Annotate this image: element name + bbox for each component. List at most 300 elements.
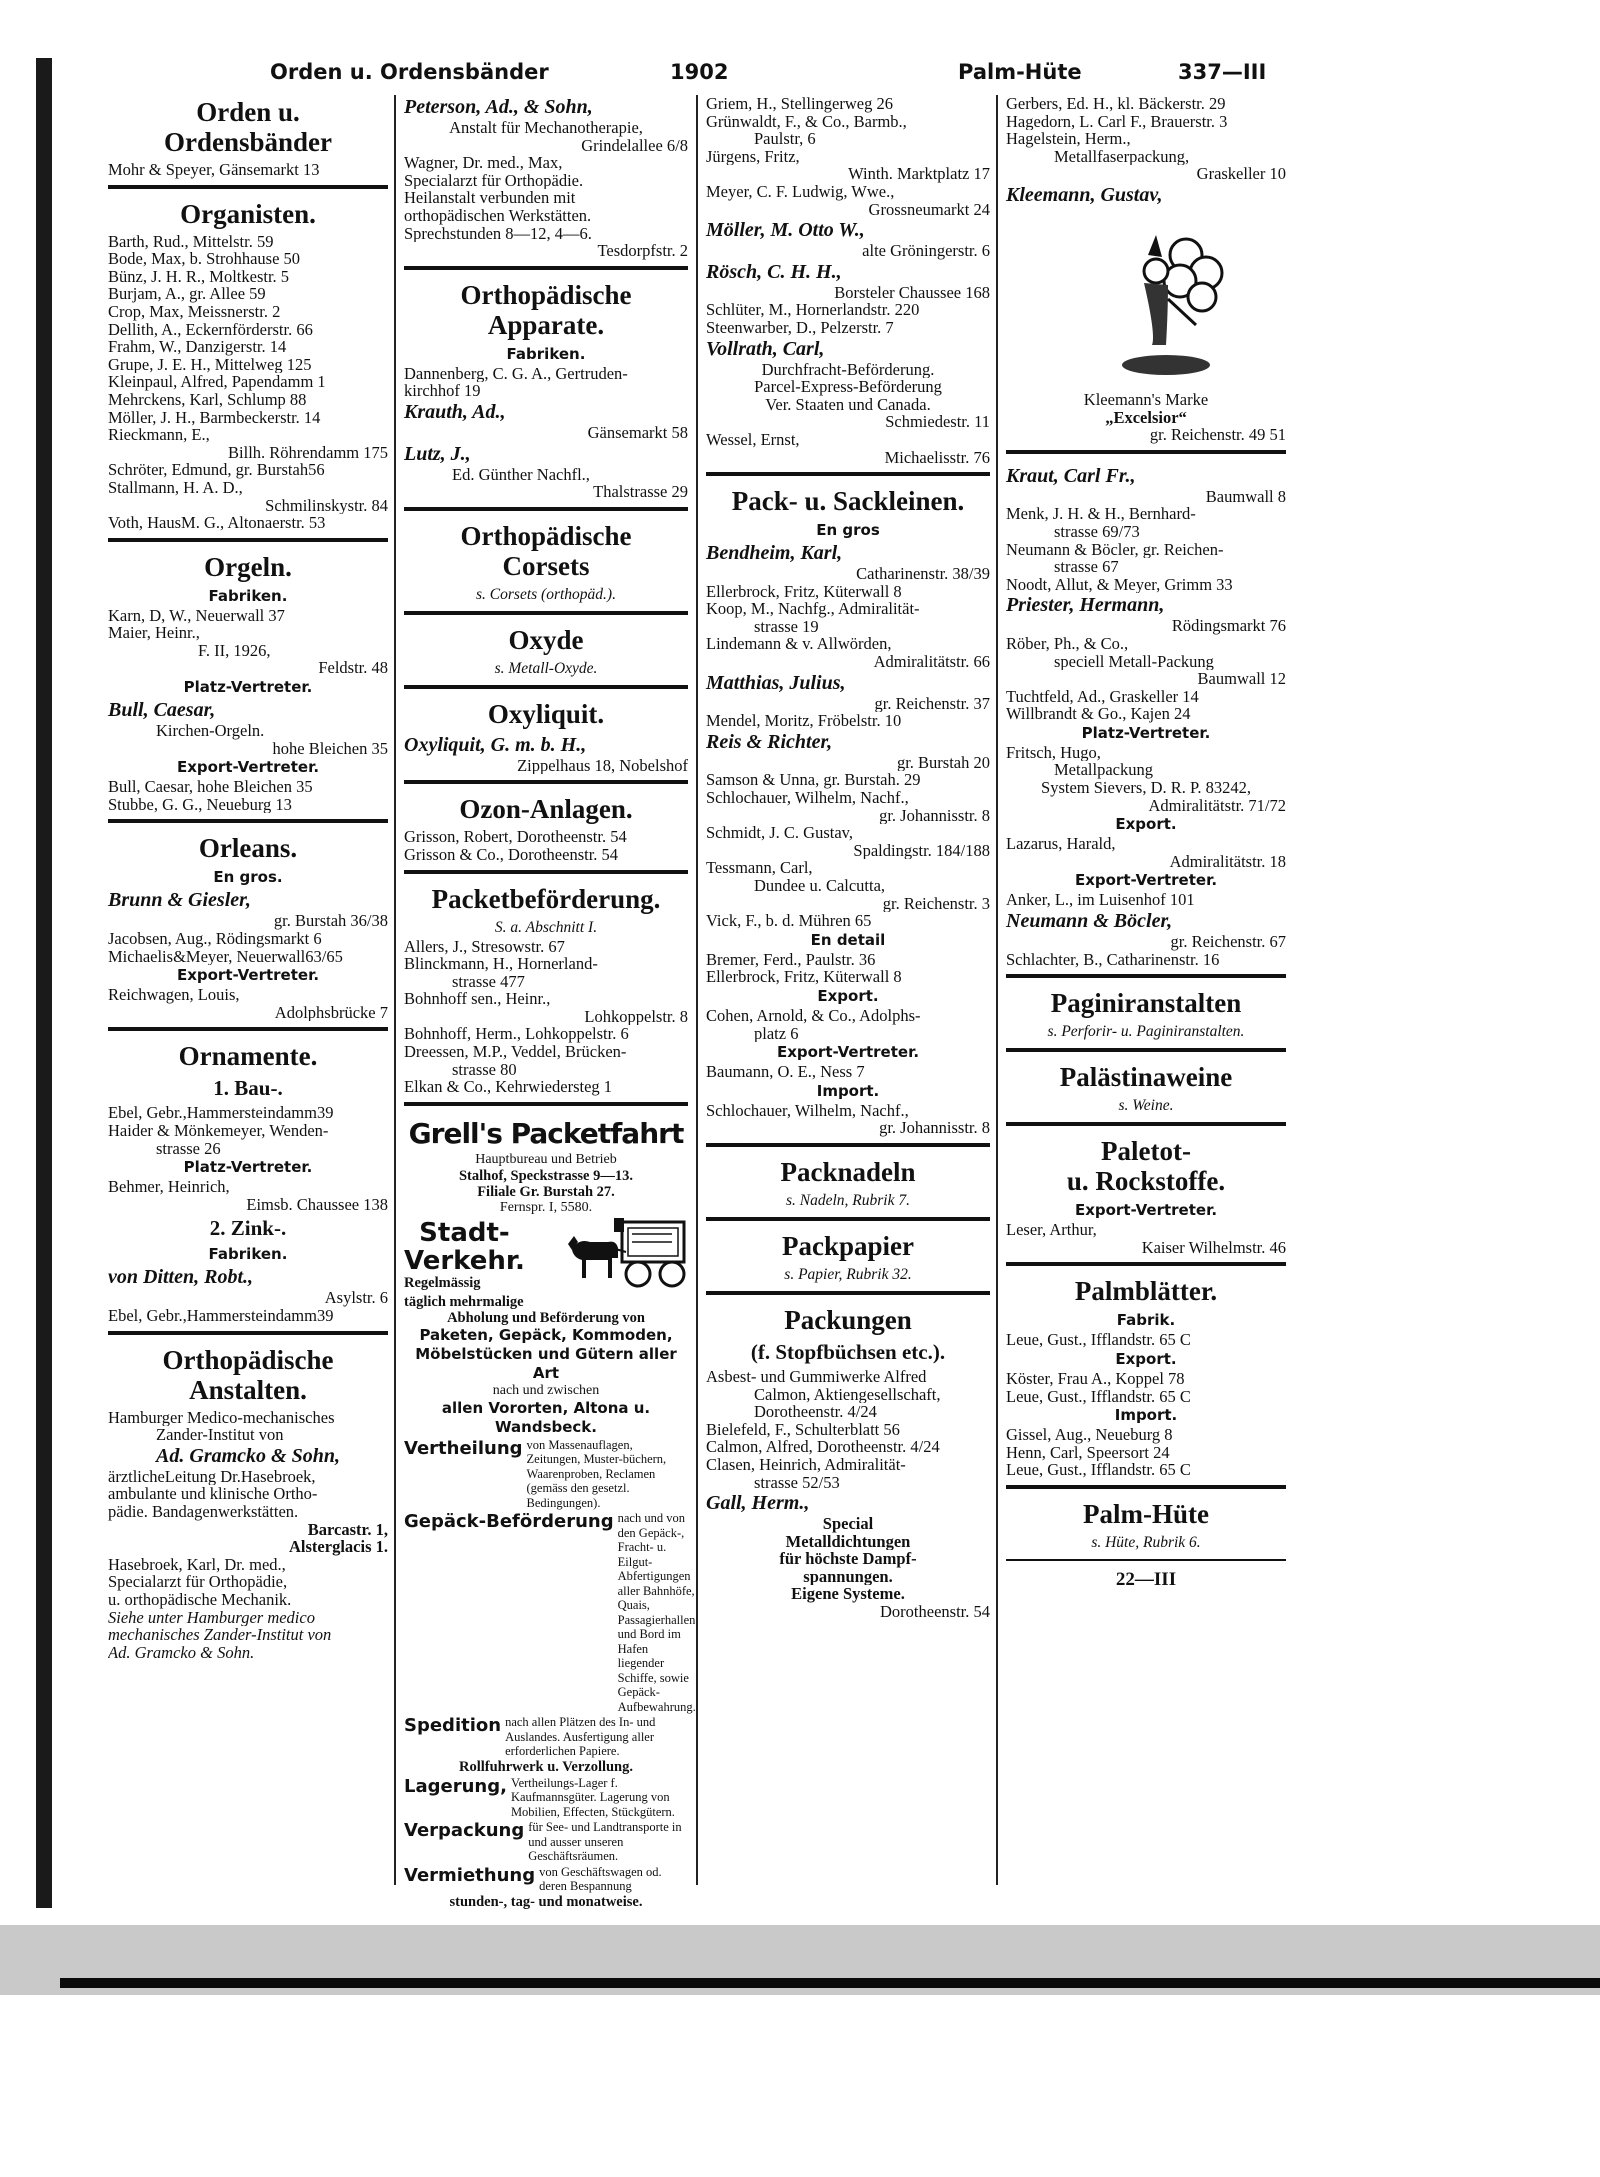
ad-service <box>404 1715 688 1759</box>
entry: Blinckmann, H., Hornerland- <box>404 955 598 973</box>
entry: Specialarzt für Orthopädie, <box>108 1573 288 1591</box>
entry: Köster, Frau A., Koppel 78 <box>1006 1370 1185 1388</box>
ad-line: stunden-, tag- und monatweise. <box>449 1893 643 1910</box>
entry: Metallfaserpackung, <box>1054 147 1190 166</box>
entry-bold: Eigene Systeme. <box>791 1585 905 1604</box>
subheading: Export. <box>1115 815 1177 834</box>
entry: Rieckmann, E., <box>108 426 210 444</box>
section-rule <box>108 1331 388 1335</box>
section-title: Packetbeförderung. <box>431 883 661 914</box>
entry: Samson & Unna, gr. Burstah. 29 <box>706 771 921 790</box>
entry: Stallmann, H. A. D., <box>108 478 243 497</box>
ad-line: allen Vororten, Altona u. Wandsbeck. <box>441 1398 651 1436</box>
entry: Schröter, Edmund, gr. Burstah56 <box>108 461 325 479</box>
entry: Lazarus, Harald, <box>1006 835 1116 853</box>
column-3 <box>706 95 990 1621</box>
section-title: u. Rockstoffe. <box>1066 1166 1226 1197</box>
header-left: Orden u. Ordensbänder <box>270 60 549 84</box>
entry: Heilanstalt verbunden mit <box>404 189 576 207</box>
section-rule <box>404 611 688 615</box>
subheading: Export. <box>817 986 879 1005</box>
entry: Reichwagen, Louis, <box>108 986 240 1004</box>
firm-name: Peterson, Ad., & Sohn, <box>404 96 593 118</box>
column-divider <box>696 95 698 1885</box>
firm-name: Vollrath, Carl, <box>706 337 825 360</box>
subheading: Export-Vertreter. <box>776 1043 920 1062</box>
entry: Barth, Rud., Mittelstr. 59 <box>108 232 274 251</box>
entry: Feldstr. 48 <box>318 659 388 678</box>
entry: Ellerbrock, Fritz, Küterwall 8 <box>706 968 902 986</box>
entry: Leser, Arthur, <box>1006 1221 1097 1239</box>
entry: hohe Bleichen 35 <box>272 739 388 758</box>
ad-service <box>404 1776 688 1820</box>
section-rule <box>1006 1122 1286 1126</box>
entry: Bielefeld, F., Schulterblatt 56 <box>706 1420 900 1439</box>
entry: Tessmann, Carl, <box>706 859 813 877</box>
section-title: Ordensbänder <box>163 127 333 157</box>
subheading: Export-Vertreter. <box>176 758 320 777</box>
stadt-text: Stadt- <box>419 1217 510 1248</box>
entry-bold: Alsterglacis 1. <box>289 1538 388 1556</box>
entry: Paulstr, 6 <box>754 130 816 148</box>
firm-name: Krauth, Ad., <box>404 400 506 423</box>
firm-name: Oxyliquit, G. m. b. H., <box>404 733 587 756</box>
section-rule <box>108 1027 388 1031</box>
entry: Schlüter, M., Hornerlandstr. 220 <box>706 301 920 319</box>
entry-reference: Siehe unter Hamburger medico <box>108 1608 315 1627</box>
entry: Parcel-Express-Beförderung <box>754 378 942 396</box>
cross-reference: s. Nadeln, Rubrik 7. <box>786 1191 910 1209</box>
entry: Grossneumarkt 24 <box>868 200 990 219</box>
column-divider <box>996 95 998 1885</box>
entry: Leue, Gust., Ifflandstr. 65 C <box>1006 1461 1191 1479</box>
section-rule <box>1006 1048 1286 1052</box>
entry: u. orthopädische Mechanik. <box>108 1590 292 1609</box>
entry: Hagedorn, L. Carl F., Brauerstr. 3 <box>1006 112 1228 131</box>
section-title: Pack- u. Sackleinen. <box>731 486 965 517</box>
entry: Calmon, Aktiengesellschaft, <box>754 1385 941 1404</box>
cross-reference: s. Corsets (orthopäd.). <box>476 585 616 603</box>
entry: alte Gröningerstr. 6 <box>862 242 990 260</box>
subheading: Export-Vertreter. <box>1074 1201 1218 1220</box>
entry-bold: für höchste Dampf- <box>779 1550 917 1568</box>
logo-caption: „Excelsior“ <box>1105 408 1187 427</box>
cross-reference: s. Papier, Rubrik 32. <box>784 1265 912 1283</box>
ad-line: Rollfuhrwerk u. Verzollung. <box>458 1758 633 1775</box>
entry-reference: Ad. Gramcko & Sohn. <box>108 1643 255 1662</box>
section-title: Packungen <box>784 1304 912 1335</box>
entry: kirchhof 19 <box>404 382 481 400</box>
entry: Ver. Staaten und Canada. <box>765 395 931 414</box>
entry: orthopädischen Werkstätten. <box>404 206 592 225</box>
service-text: von Geschäftswagen od. deren Bespannung <box>539 1864 662 1894</box>
entry: Adolphsbrücke 7 <box>274 1003 388 1022</box>
section-title: Corsets <box>502 550 590 581</box>
kleemann-trademark <box>1006 215 1286 385</box>
entry: strasse 67 <box>1054 558 1119 576</box>
entry: Voth, HausM. G., Altonaerstr. 53 <box>108 514 326 532</box>
ad-line: Filiale Gr. Burstah 27. <box>477 1183 615 1200</box>
entry: Kleinpaul, Alfred, Papendamm 1 <box>108 373 326 391</box>
subheading: Export. <box>1115 1350 1177 1368</box>
section-rule <box>404 507 688 511</box>
grell-advertisement <box>404 1116 696 1910</box>
subsection-title: 2. Zink-. <box>209 1216 287 1241</box>
entry: Hamburger Medico-mechanisches <box>108 1408 335 1427</box>
entry: Calmon, Alfred, Dorotheenstr. 4/24 <box>706 1438 940 1456</box>
subheading: Fabriken. <box>506 344 586 363</box>
entry: Asbest- und Gummiwerke Alfred <box>706 1367 927 1386</box>
entry: strasse 52/53 <box>754 1473 840 1492</box>
entry: Neumann & Böcler, gr. Reichen- <box>1006 540 1224 559</box>
subsection-title: 1. Bau-. <box>213 1076 283 1101</box>
firm-name: Bull, Caesar, <box>108 699 216 722</box>
entry: Lohkoppelstr. 8 <box>584 1007 688 1026</box>
firm-name: Lutz, J., <box>404 442 471 465</box>
entry: Steenwarber, D., Pelzerstr. 7 <box>706 318 894 337</box>
entry: Graskeller 10 <box>1196 165 1286 183</box>
column-divider <box>394 95 396 1885</box>
section-rule <box>706 1291 990 1295</box>
section-title: Orgeln. <box>204 551 292 582</box>
section-subtitle: (f. Stopfbüchsen etc.). <box>750 1339 946 1364</box>
entry-bold: Metalldichtungen <box>785 1532 911 1551</box>
ad-line: täglich mehrmalige <box>404 1293 524 1310</box>
entry: Tesdorpfstr. 2 <box>597 242 688 260</box>
entry: strasse 80 <box>452 1060 517 1079</box>
entry: Wessel, Ernst, <box>706 430 800 449</box>
column-2 <box>404 95 696 1910</box>
subheading: En detail <box>810 930 886 949</box>
subheading: Platz-Vertreter. <box>183 1158 313 1177</box>
entry: Gerbers, Ed. H., kl. Bäckerstr. 29 <box>1006 95 1226 113</box>
ad-line: Paketen, Gepäck, Kommoden, <box>419 1325 673 1344</box>
section-title: Packnadeln <box>780 1156 916 1187</box>
entry: gr. Johannisstr. 8 <box>879 806 990 825</box>
service-title: Spedition <box>404 1715 502 1737</box>
cross-reference: s. Metall-Oxyde. <box>494 659 598 677</box>
scan-edge <box>60 1978 1600 1988</box>
entry: Admiralitätstr. 66 <box>873 653 990 671</box>
entry: Mendel, Moritz, Fröbelstr. 10 <box>706 712 902 730</box>
cross-reference: S. a. Abschnitt I. <box>494 918 598 936</box>
column-4 <box>1006 95 1286 1589</box>
service-text: nach und von den Gepäck-, Fracht- u. Eilgut-Abfertigungen aller Bahnhöfe, Quais, Passagierhallen und Bord im Hafen liegender Schiffe, sowie Gepäck-Aufbewahrung. <box>617 1511 696 1714</box>
subheading: Platz-Vertreter. <box>1081 723 1211 742</box>
entry: Winth. Marktplatz 17 <box>848 165 990 183</box>
entry: Dorotheenstr. 4/24 <box>754 1403 877 1421</box>
entry: Michaelisstr. 76 <box>884 448 990 467</box>
firm-name: Bendheim, Karl, <box>706 542 843 565</box>
entry: gr. Burstah 36/38 <box>273 912 388 931</box>
entry: Gänsemarkt 58 <box>587 423 688 442</box>
cross-reference: s. Weine. <box>1118 1097 1174 1115</box>
header-year: 1902 <box>670 60 729 84</box>
section-title: Palmblätter. <box>1074 1276 1218 1307</box>
entry: Dreessen, M.P., Veddel, Brücken- <box>404 1043 627 1061</box>
subheading: Platz-Vertreter. <box>183 678 313 697</box>
section-title: Orthopädische <box>460 279 632 310</box>
ad-line: Fernspr. I, 5580. <box>499 1199 593 1215</box>
firm-name: von Ditten, Robt., <box>108 1266 254 1289</box>
entry: Borsteler Chaussee 168 <box>834 283 990 302</box>
subheading: Import. <box>816 1081 880 1100</box>
entry: Vick, F., b. d. Mühren 65 <box>706 912 872 930</box>
firm-name: Rösch, C. H. H., <box>706 260 842 283</box>
service-text: Vertheilungs-Lager f. Kaufmannsgüter. Lagerung von Mobilien, Effecten, Stückgütern. <box>510 1775 675 1819</box>
entry: Tuchtfeld, Ad., Graskeller 14 <box>1006 687 1199 706</box>
entry: Admiralitätstr. 18 <box>1169 852 1286 871</box>
entry: Wagner, Dr. med., Max, <box>404 154 563 172</box>
entry: Schlachter, B., Catharinenstr. 16 <box>1006 950 1220 969</box>
entry: Stubbe, G. G., Neueburg 13 <box>108 795 292 814</box>
header-page-number: 337—III <box>1178 60 1267 84</box>
header-right: Palm-Hüte <box>958 60 1082 84</box>
entry: Hasebroek, Karl, Dr. med., <box>108 1555 286 1574</box>
column-1 <box>108 95 388 1661</box>
entry: Ebel, Gebr.,Hammersteindamm39 <box>108 1104 334 1122</box>
entry: Bremer, Ferd., Paulstr. 36 <box>706 950 876 969</box>
section-title: Palm-Hüte <box>1083 1498 1209 1529</box>
entry: Kirchen-Orgeln. <box>156 722 265 740</box>
entry: Möller, J. H., Barmbeckerstr. 14 <box>108 408 321 427</box>
section-rule <box>404 780 688 784</box>
section-title: Apparate. <box>487 309 605 340</box>
entry: Rödingsmarkt 76 <box>1171 617 1286 635</box>
entry-bold: spannungen. <box>803 1567 893 1586</box>
verkehr-text: Verkehr. <box>404 1245 525 1276</box>
entry: Karn, D, W., Neuerwall 37 <box>108 606 285 625</box>
section-rule <box>706 1217 990 1221</box>
entry-reference: mechanisches Zander-Institut von <box>108 1626 332 1644</box>
ad-title: Grell's Packetfahrt <box>408 1116 684 1150</box>
entry: Griem, H., Stellingerweg 26 <box>706 95 893 113</box>
entry: Bünz, J. H. R., Moltkestr. 5 <box>108 267 290 286</box>
section-rule <box>404 685 688 689</box>
entry-bold: Special <box>822 1515 874 1533</box>
subheading: Fabrik. <box>1116 1311 1176 1330</box>
entry: Behmer, Heinrich, <box>108 1178 230 1196</box>
entry-bold: Barcastr. 1, <box>307 1520 388 1539</box>
subheading: Export-Vertreter. <box>1074 871 1218 890</box>
section-title: Packpapier <box>782 1230 914 1261</box>
entry: Thalstrasse 29 <box>593 483 688 501</box>
section-title: Orthopädische <box>162 1344 334 1375</box>
service-text: für See- und Landtransporte in und ausser unseren Geschäftsräumen. <box>528 1820 682 1864</box>
firm-name: Kraut, Carl Fr., <box>1006 464 1136 487</box>
cross-reference: s. Hüte, Rubrik 6. <box>1091 1533 1201 1551</box>
firm-name: Priester, Hermann, <box>1006 594 1165 617</box>
firm-name: Reis & Richter, <box>706 730 833 753</box>
subheading: En gros <box>816 521 880 540</box>
entry: Hagelstein, Herm., <box>1006 130 1131 148</box>
entry: strasse 477 <box>452 972 525 991</box>
section-rule <box>108 538 388 542</box>
ad-line: Regelmässig <box>404 1274 481 1291</box>
entry: Allers, J., Stresowstr. 67 <box>404 937 565 956</box>
ad-line: Abholung und Beförderung von <box>447 1309 645 1326</box>
entry: Specialarzt für Orthopädie. <box>404 171 584 190</box>
entry: gr. Reichenstr. 37 <box>874 694 990 713</box>
service-text: von Massenauflagen, Zeitungen, Muster-büchern, Waarenproben, Reclamen (gemäss den gesetzl. Bedingungen). <box>526 1437 667 1510</box>
firm-name: Neumann & Böcler, <box>1006 910 1173 933</box>
entry: ärztlicheLeitung Dr.Hasebroek, <box>108 1467 316 1486</box>
entry: Grünwaldt, F., & Co., Barmb., <box>706 112 907 131</box>
entry: Dorotheenstr. 54 <box>880 1603 990 1621</box>
entry: Gissel, Aug., Neueburg 8 <box>1006 1426 1173 1444</box>
entry: gr. Johannisstr. 8 <box>879 1119 990 1137</box>
firm-name: Möller, M. Otto W., <box>706 219 865 242</box>
entry: Grindelallee 6/8 <box>581 136 688 155</box>
entry: Asylstr. 6 <box>324 1289 388 1307</box>
section-title: Orden u. <box>196 97 300 127</box>
entry: Grisson, Robert, Dorotheenstr. 54 <box>404 828 627 846</box>
entry: Jürgens, Fritz, <box>706 147 800 166</box>
entry: Eimsb. Chaussee 138 <box>246 1195 388 1214</box>
section-rule <box>1006 1262 1286 1266</box>
entry: Grisson & Co., Dorotheenstr. 54 <box>404 845 619 864</box>
entry: Billh. Röhrendamm 175 <box>228 443 388 462</box>
cross-reference: s. Perforir- u. Paginiranstalten. <box>1047 1023 1245 1041</box>
entry: speciell Metall-Packung <box>1054 652 1214 671</box>
section-rule <box>108 819 388 823</box>
entry: Noodt, Allut, & Meyer, Grimm 33 <box>1006 575 1233 594</box>
section-title: Oxyliquit. <box>487 698 605 729</box>
entry: Schmiedestr. 11 <box>885 413 990 431</box>
entry: Bode, Max, b. Strohhause 50 <box>108 250 301 268</box>
section-title: Palästinaweine <box>1059 1062 1233 1093</box>
stadt-verkehr-row <box>404 1216 688 1294</box>
entry: Baumwall 8 <box>1205 487 1286 506</box>
entry: platz 6 <box>754 1024 799 1043</box>
ad-service <box>404 1865 688 1894</box>
firm-name: Ad. Gramcko & Sohn, <box>156 1444 340 1467</box>
ad-line: Hauptbureau und Betrieb <box>475 1151 617 1167</box>
ad-service <box>404 1820 688 1864</box>
section-title: Paletot- <box>1101 1136 1191 1167</box>
entry: Ed. Günther Nachfl., <box>452 465 590 484</box>
entry: Cohen, Arnold, & Co., Adolphs- <box>706 1006 921 1025</box>
horse-wagon-illustration <box>568 1216 688 1294</box>
subheading: En gros. <box>213 868 283 887</box>
service-title: Vermiethung <box>404 1864 536 1886</box>
entry: Kaiser Wilhelmstr. 46 <box>1141 1238 1286 1257</box>
firm-name: Kleemann, Gustav, <box>1006 183 1163 206</box>
entry: Elkan & Co., Kehrwiedersteg 1 <box>404 1078 613 1096</box>
entry: Grupe, J. E. H., Mittelweg 125 <box>108 355 312 374</box>
entry: Willbrandt & Go., Kajen 24 <box>1006 705 1191 723</box>
subheading: Fabriken. <box>208 586 288 605</box>
ad-line: nach und zwischen <box>492 1382 600 1398</box>
ad-line: Möbelstücken und Gütern aller Art <box>415 1344 677 1382</box>
firm-name: Brunn & Giesler, <box>108 889 251 912</box>
entry: Schmilinskystr. 84 <box>265 496 388 515</box>
entry: Zander-Institut von <box>156 1426 284 1444</box>
section-title: Ozon-Anlagen. <box>459 794 633 825</box>
entry: Sprechstunden 8—12, 4—6. <box>404 224 592 243</box>
entry: Schmidt, J. C. Gustav, <box>706 824 853 842</box>
entry: Baumann, O. E., Ness 7 <box>706 1063 865 1081</box>
entry: Admiralitätstr. 71/72 <box>1148 796 1286 815</box>
section-rule <box>706 1143 990 1147</box>
entry: Clasen, Heinrich, Admiralität- <box>706 1455 906 1474</box>
binding-edge <box>36 58 52 1908</box>
entry: Michaelis&Meyer, Neuerwall63/65 <box>108 947 343 966</box>
entry: System Sievers, D. R. P. 83242, <box>1041 779 1251 797</box>
entry: Dellith, A., Eckernförderstr. 66 <box>108 320 313 339</box>
entry: strasse 26 <box>156 1139 221 1158</box>
section-rule <box>108 185 388 189</box>
page-header <box>270 60 1300 92</box>
entry: Anstalt für Mechanotherapie, <box>449 119 643 137</box>
entry: gr. Burstah 20 <box>896 753 990 772</box>
entry: gr. Reichenstr. 3 <box>882 894 990 913</box>
entry: Frahm, W., Danzigerstr. 14 <box>108 338 287 356</box>
entry: Zippelhaus 18, Nobelshof <box>517 756 688 775</box>
entry: Anker, L., im Luisenhof 101 <box>1006 891 1195 910</box>
section-rule <box>1006 450 1286 454</box>
subheading: Import. <box>1114 1406 1178 1425</box>
section-rule <box>706 472 990 476</box>
section-rule <box>404 1102 688 1106</box>
entry: Mohr & Speyer, Gänsemarkt 13 <box>108 161 320 179</box>
entry: Metallpackung <box>1054 761 1153 780</box>
entry: Menk, J. H. & H., Bernhard- <box>1006 505 1196 523</box>
entry: Dundee u. Calcutta, <box>754 877 886 895</box>
service-title: Verpackung <box>404 1820 525 1842</box>
entry: Schlochauer, Wilhelm, Nachf., <box>706 789 909 807</box>
ad-line: Stalhof, Speckstrasse 9—13. <box>458 1167 633 1184</box>
entry: ambulante und klinische Ortho- <box>108 1485 318 1503</box>
page-signature: 22—III <box>1115 1568 1177 1590</box>
trademark-logo <box>1056 215 1236 385</box>
entry: Schlochauer, Wilhelm, Nachf., <box>706 1101 909 1120</box>
entry: Lindemann & v. Allwörden, <box>706 635 892 654</box>
entry: strasse 69/73 <box>1054 522 1140 541</box>
entry: Haider & Mönkemeyer, Wenden- <box>108 1122 329 1140</box>
section-rule <box>404 870 688 874</box>
section-title: Paginiranstalten <box>1050 988 1242 1019</box>
entry: Bohnhoff sen., Heinr., <box>404 990 551 1008</box>
entry: Bohnhoff, Herm., Lohkoppelstr. 6 <box>404 1025 629 1044</box>
entry: Burjam, A., gr. Allee 59 <box>108 285 266 303</box>
ad-service <box>404 1438 688 1511</box>
entry: Mehrckens, Karl, Schlump 88 <box>108 390 307 409</box>
entry: strasse 19 <box>754 617 819 636</box>
section-rule <box>404 266 688 270</box>
section-title: Oxyde <box>508 624 584 655</box>
entry: Catharinenstr. 38/39 <box>856 565 990 583</box>
entry: Leue, Gust., Ifflandstr. 65 C <box>1006 1331 1191 1349</box>
entry: Jacobsen, Aug., Rödingsmarkt 6 <box>108 930 322 948</box>
service-title: Lagerung, <box>404 1775 507 1797</box>
section-title: Orleans. <box>198 833 298 864</box>
entry: Bull, Caesar, hohe Bleichen 35 <box>108 778 313 796</box>
section-rule <box>1006 974 1286 978</box>
entry: Crop, Max, Meissnerstr. 2 <box>108 302 281 321</box>
subheading: Fabriken. <box>208 1245 288 1264</box>
entry: Ellerbrock, Fritz, Küterwall 8 <box>706 582 902 601</box>
logo-caption: gr. Reichenstr. 49 51 <box>1149 426 1286 444</box>
section-rule <box>1006 1485 1286 1489</box>
entry: F. II, 1926, <box>198 641 271 660</box>
entry: Koop, M., Nachfg., Admiralität- <box>706 600 920 618</box>
section-title: Ornamente. <box>178 1041 318 1072</box>
ad-service <box>404 1511 696 1714</box>
entry: Leue, Gust., Ifflandstr. 65 C <box>1006 1387 1191 1406</box>
entry: Maier, Heinr., <box>108 624 200 642</box>
entry: Baumwall 12 <box>1197 670 1286 688</box>
